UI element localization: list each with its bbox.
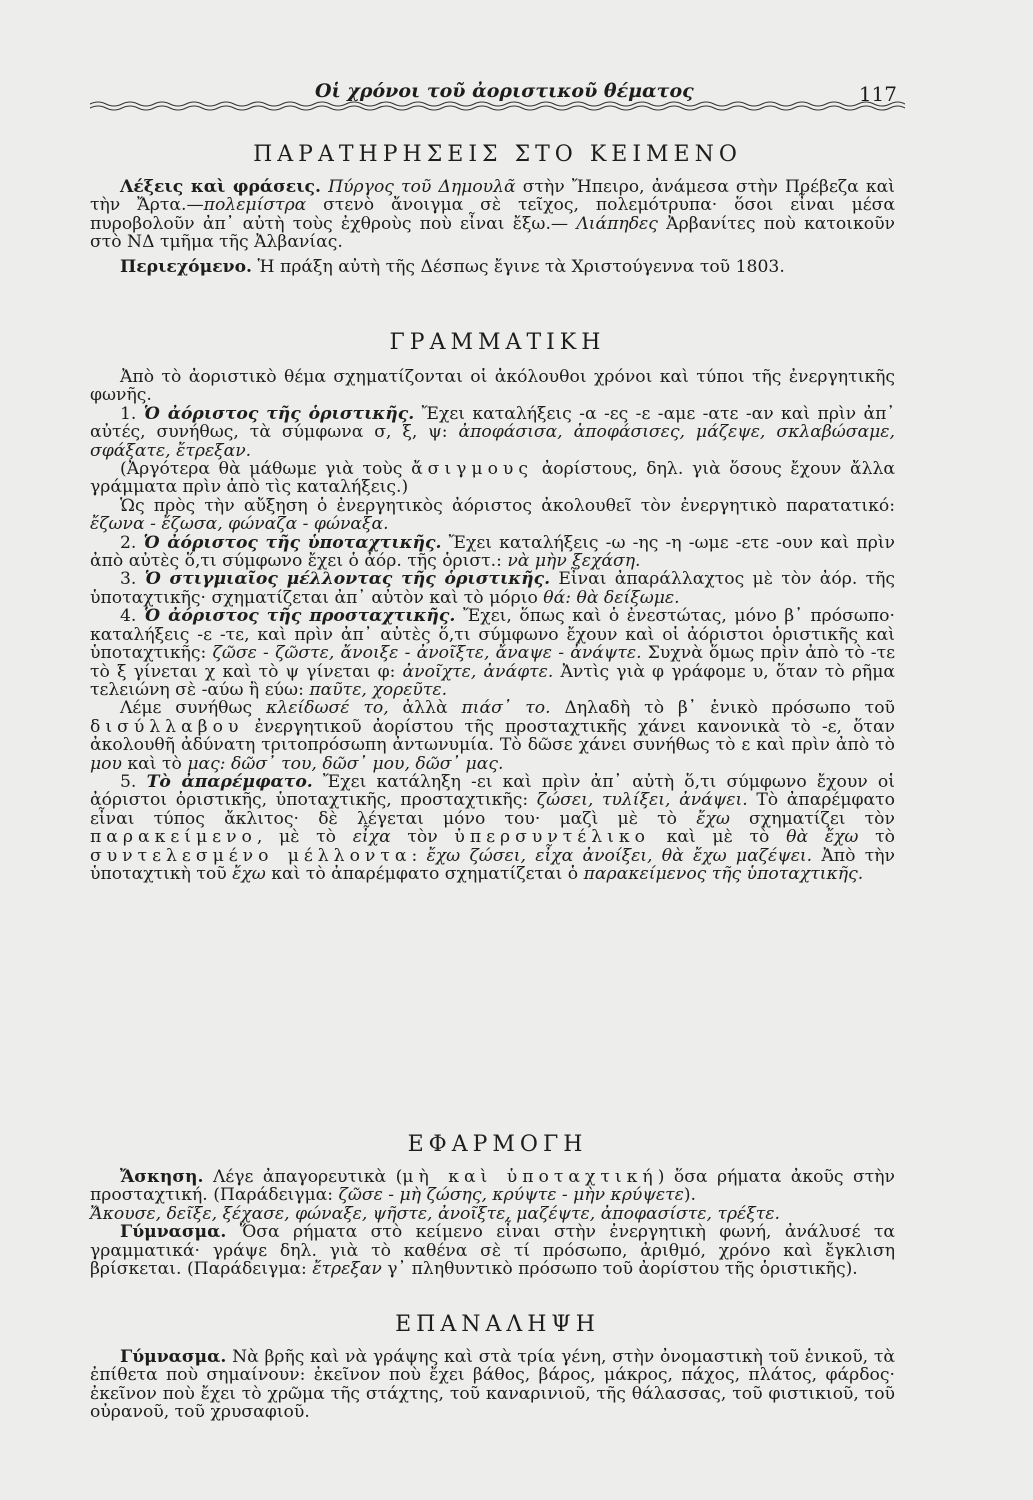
item-number: 4. <box>120 606 144 627</box>
item-text: Λέμε συνήθως <box>120 698 267 719</box>
item-text: καὶ τὸ <box>121 753 188 774</box>
item-text: Ἔχει καταλήξεις -ω -ης -η -ωμε -ετε -ουν καὶ πρὶν ἀπὸ αὐτὲς ὅ,τι σύμφωνο ἔχει ὁ ἀόρ. τῆς ὁριστ.: <box>90 532 896 572</box>
grammar-remark <box>90 497 895 534</box>
grammar-item-4 <box>90 607 895 699</box>
item-text: Ἀντὶς γιὰ φ γράφομε υ, ὅταν τὸ ρῆμα τελειώνη σὲ -αύω ἢ εύω: <box>90 661 896 700</box>
item-examples: ζώσει, τυλίξει, ἀνάψει. <box>536 790 748 811</box>
content-paragraph <box>90 258 895 276</box>
item-label: Ὁ ἀόριστος τῆς ὑποταχτικῆς. <box>143 532 442 553</box>
item-text: ἀλλὰ <box>388 698 462 719</box>
drill-example: ἔτρεξαν <box>312 1259 382 1280</box>
item-examples: μας: δῶσ᾽ του, δῶσ᾽ μου, δῶσ᾽ μας. <box>187 753 504 774</box>
application-heading: ΕΦΑΡΜΟΓΗ <box>407 1132 588 1157</box>
item-text: : <box>411 845 427 866</box>
item-examples: ἔχω <box>696 808 730 829</box>
item-text: Ἀπὸ τὴν ὑποταχτικὴ τοῦ <box>90 845 895 884</box>
item-examples: μου <box>90 753 122 774</box>
running-title: Οἱ χρόνοι τοῦ ἀοριστικοῦ θέματος <box>315 80 694 102</box>
lexis-text: στενὸ ἄνοιγμα σὲ τεῖχος, πολεμότρυπα· ὅσοι εἶναι μέσα πυροβολοῦν ἀπ᾽ αὐτὴ τοὺς ἐχθροὺς ποὺ εἶναι ἔξω.— <box>90 195 895 234</box>
review-label: Γύμνασμα. <box>120 1347 227 1367</box>
grammar-item-2 <box>90 534 895 571</box>
spaced-term: συντελεσμένο μέλλοντα <box>90 845 412 866</box>
lexis-term: πολεμίστρα <box>203 195 307 216</box>
exercise-paragraph <box>90 1168 895 1205</box>
review-text: Νὰ βρῆς καὶ νὰ γράψης καὶ στὰ τρία γένη, στὴν ὀνομαστικὴ τοῦ ἑνικοῦ, τὰ ἐπίθετα ποὺ σημαίνουν: ἐκεῖνον ποὺ ἔχει βάθος, βάρος, μάκρος, πάχος, πλάτος, φάρδος· ἐκεῖνον ποὺ ἔχει τὸ χρῶμα τῆς στάχτης, τοῦ καναρινιοῦ, τῆς θάλασσας, τοῦ φιστικιοῦ, τοῦ οὐρανοῦ, τοῦ χρυσαφιοῦ. <box>90 1347 895 1423</box>
spaced-term: ἄσιγμους <box>411 459 534 480</box>
observations-section <box>90 178 895 276</box>
spaced-term: ὑπερσυντέλικο <box>454 827 650 848</box>
item-examples: κλείδωσέ το, <box>266 698 389 719</box>
spaced-term: δισύλλαβου <box>90 716 244 737</box>
review-section <box>90 1348 895 1422</box>
grammar-item-3 <box>90 570 895 607</box>
item-text: καὶ μὲ τὸ <box>649 827 787 848</box>
grammar-item-5 <box>90 773 895 883</box>
item-label: Τὸ ἀπαρέμφατο. <box>146 771 313 792</box>
content-label: Περιεχόμενο. <box>120 256 253 277</box>
grammar-heading: ΓΡΑΜΜΑΤΙΚΗ <box>389 330 606 355</box>
drill-text: γ᾽ πληθυντικὸ πρόσωπο τοῦ ἀορίστου τῆς ὁριστικῆς). <box>381 1259 858 1280</box>
item-label: Ὁ ἀόριστος τῆς προσταχτικῆς. <box>143 606 456 627</box>
item-examples: νὰ μὴν ξεχάση. <box>507 551 641 572</box>
item-text: σχηματίζει τὸν <box>729 808 895 829</box>
item-text: Ἔχει, ὅπως καὶ ὁ ἐνεστώτας, μόνο β᾽ πρόσωπο· καταλήξεις -ε -τε, καὶ πρὶν ἀπ᾽ αὐτὲς ὅ,τι σύμφωνο ἔχουν καὶ οἱ ἀόριστοι ὁριστικῆς καὶ ὑποταχτικῆς: <box>90 606 895 664</box>
page-number: 117 <box>858 82 897 106</box>
exercise-label: Ἄσκηση. <box>120 1167 204 1187</box>
grammar-section <box>90 368 895 883</box>
exercise-text: ) ὅσα ρήματα ἀκοῦς στὴν προσταχτική. (Παράδειγμα: <box>90 1167 895 1206</box>
lexis-term: Λιάπηδες <box>576 213 658 234</box>
item-number: 5. <box>120 771 147 792</box>
item-text: Δηλαδὴ τὸ β᾽ ἑνικὸ πρόσωπο τοῦ <box>550 698 895 719</box>
note-text: ἀορίστους, δηλ. γιὰ ὅσους ἔχουν ἄλλα γράμματα πρὶν ἀπὸ τὶς καταλήξεις.) <box>90 459 895 498</box>
item-text: Ἔχει κατάληξη -ει καὶ πρὶν ἀπ᾽ αὐτὴ ὅ,τι σύμφωνο ἔχουν οἱ ἀόριστοι ὁριστικῆς, ὑποταχτικῆς, προσταχτικῆς: <box>90 771 895 811</box>
review-paragraph <box>90 1348 895 1422</box>
remark-text: Ὡς πρὸς τὴν αὔξηση ὁ ἐνεργητικὸς ἀόριστος ἀκολουθεῖ τὸν ἐνεργητικὸ παρατατικό: <box>120 495 895 516</box>
spaced-term: μὴ καὶ ὑποταχτική <box>402 1167 658 1187</box>
item-examples: ἀποφάσισα, ἀποφάσισες, μάζεψε, σκλαβώσαμε, σφάξατε, ἔτρεξαν. <box>90 422 895 461</box>
grammar-item-4-sub <box>90 699 895 773</box>
drill-text: Ὅσα ρήματα στὸ κείμενο εἶναι στὴν ἐνεργητικὴ φωνή, ἀνάλυσέ τα γραμματικά· γράψε δηλ. γιὰ τὸ καθένα σὲ τί πρόσωπο, ἀριθμό, χρόνο καὶ ἔγκλιση βρίσκεται. (Παράδειγμα: <box>90 1222 895 1280</box>
item-text: καὶ τὸ ἀπαρέμφατο σχηματίζεται ὁ <box>265 863 584 884</box>
grammar-intro: Ἀπὸ τὸ ἀοριστικὸ θέμα σχηματίζονται οἱ ἀκόλουθοι χρόνοι καὶ τύποι τῆς ἐνεργητικῆς φωνῆς. <box>90 367 895 406</box>
lexis-paragraph <box>90 178 895 252</box>
item-examples: ἔχω <box>232 863 266 884</box>
item-examples: εἶχα <box>352 827 391 848</box>
item-text: Ἔχει καταλήξεις -α -ες -ε -αμε -ατε -αν καὶ πρὶν ἀπ᾽ αὐτές, συνήθως, τὰ σύμφωνα σ, ξ, ψ: <box>90 403 895 443</box>
wavy-rule <box>90 100 905 112</box>
lexis-text: Ἀρβανίτες ποὺ κατοικοῦν στὸ ΝΔ τμῆμα τῆς Ἀλβανίας. <box>90 213 895 253</box>
item-number: 1. <box>120 403 144 424</box>
spaced-term: παρακείμενο <box>90 827 257 848</box>
running-header <box>90 72 905 112</box>
item-examples: θὰ ἔχω <box>786 827 859 848</box>
note-text: (Ἀργότερα θὰ μάθωμε γιὰ τοὺς <box>120 459 412 480</box>
grammar-note <box>90 460 895 497</box>
content-text: Ἡ πράξη αὐτὴ τῆς Δέσπως ἔγινε τὰ Χριστούγεννα τοῦ 1803. <box>252 256 785 277</box>
application-section <box>90 1168 895 1278</box>
lexis-label: Λέξεις καὶ φράσεις. <box>120 177 321 197</box>
item-examples: παῦτε, χορεῦτε. <box>309 679 448 700</box>
exercise-text: Λέγε ἀπαγορευτικὰ ( <box>203 1167 403 1187</box>
word-list: Ἄκουσε, δεῖξε, ξέχασε, φώναξε, ψῆστε, ἀνοῖξτε, μαζέψτε, ἀποφασίστε, τρέξτε. <box>90 1203 780 1224</box>
item-text: Συχνὰ ὅμως πρὶν ἀπὸ τὸ -τε τὸ ξ γίνεται χ καὶ τὸ ψ γίνεται φ: <box>90 643 895 682</box>
item-number: 2. <box>120 532 144 553</box>
lexis-text: στὴν Ἤπειρο, ἀνάμεσα στὴν Πρέβεζα καὶ τὴν Ἄρτα.— <box>90 177 895 216</box>
drill-label: Γύμνασμα. <box>120 1222 227 1243</box>
observations-heading: ΠΑΡΑΤΗΡΗΣΕΙΣ ΣΤΟ ΚΕΙΜΕΝΟ <box>253 142 742 167</box>
remark-examples: ἔζωνα - ἔζωσα, φώναζα - φώναξα. <box>90 514 389 535</box>
item-text: τὸν <box>390 827 455 848</box>
item-examples: ἔχω ζώσει, εἶχα ἀνοίξει, θὰ ἔχω μαζέψει. <box>426 845 813 866</box>
item-label: Ὁ στιγμιαῖος μέλλοντας τῆς ὁριστικῆς. <box>144 569 551 590</box>
item-examples: ἀνοῖχτε, ἀνάφτε. <box>402 661 554 682</box>
item-text: τὸ <box>858 827 895 848</box>
grammar-item-1 <box>90 405 895 460</box>
review-heading: ΕΠΑΝΑΛΗΨΗ <box>395 1312 600 1337</box>
item-text: , μὲ τὸ <box>256 827 353 848</box>
item-text: Τὸ ἀπαρέμφατο εἶναι τύπος ἄκλιτος· δὲ λέγεται μόνο του· μαζὶ μὲ τὸ <box>90 790 895 829</box>
exercise-example: ζῶσε - μὴ ζώσης, κρύψτε - μὴν κρύψετε <box>338 1185 684 1206</box>
exercise-text: ). <box>683 1185 696 1206</box>
item-examples: θά: θὰ δείξωμε. <box>543 587 680 608</box>
lexis-term: Πύργος τοῦ Δημουλᾶ <box>328 177 516 197</box>
item-examples: ζῶσε - ζῶστε, ἄνοιξε - ἀνοῖξτε, ἄναψε - ἀνάψτε. <box>212 643 642 664</box>
item-examples: παρακείμενος τῆς ὑποταχτικῆς. <box>583 863 864 884</box>
item-number: 3. <box>120 569 145 590</box>
item-text: Εἶναι ἀπαράλλαχτος μὲ τὸν ἀόρ. τῆς ὑποταχτικῆς· σχηματίζεται ἀπ᾽ αὐτὸν καὶ τὸ μόριο <box>90 569 895 608</box>
item-label: Ὁ ἀόριστος τῆς ὁριστικῆς. <box>143 403 415 424</box>
drill-paragraph <box>90 1223 895 1278</box>
item-examples: πιάσ᾽ το. <box>461 698 551 719</box>
exercise-word-list <box>90 1205 895 1223</box>
item-text: ἐνεργητικοῦ ἀορίστου τῆς προσταχτικῆς χάνει κανονικὰ τὸ -ε, ὅταν ἀκολουθῆ ἀδύνατη τριτοπρόσωπη ἀντωνυμία. Τὸ δῶσε χάνει συνήθως τὸ ε καὶ πρὶν ἀπὸ τὸ <box>90 716 895 756</box>
